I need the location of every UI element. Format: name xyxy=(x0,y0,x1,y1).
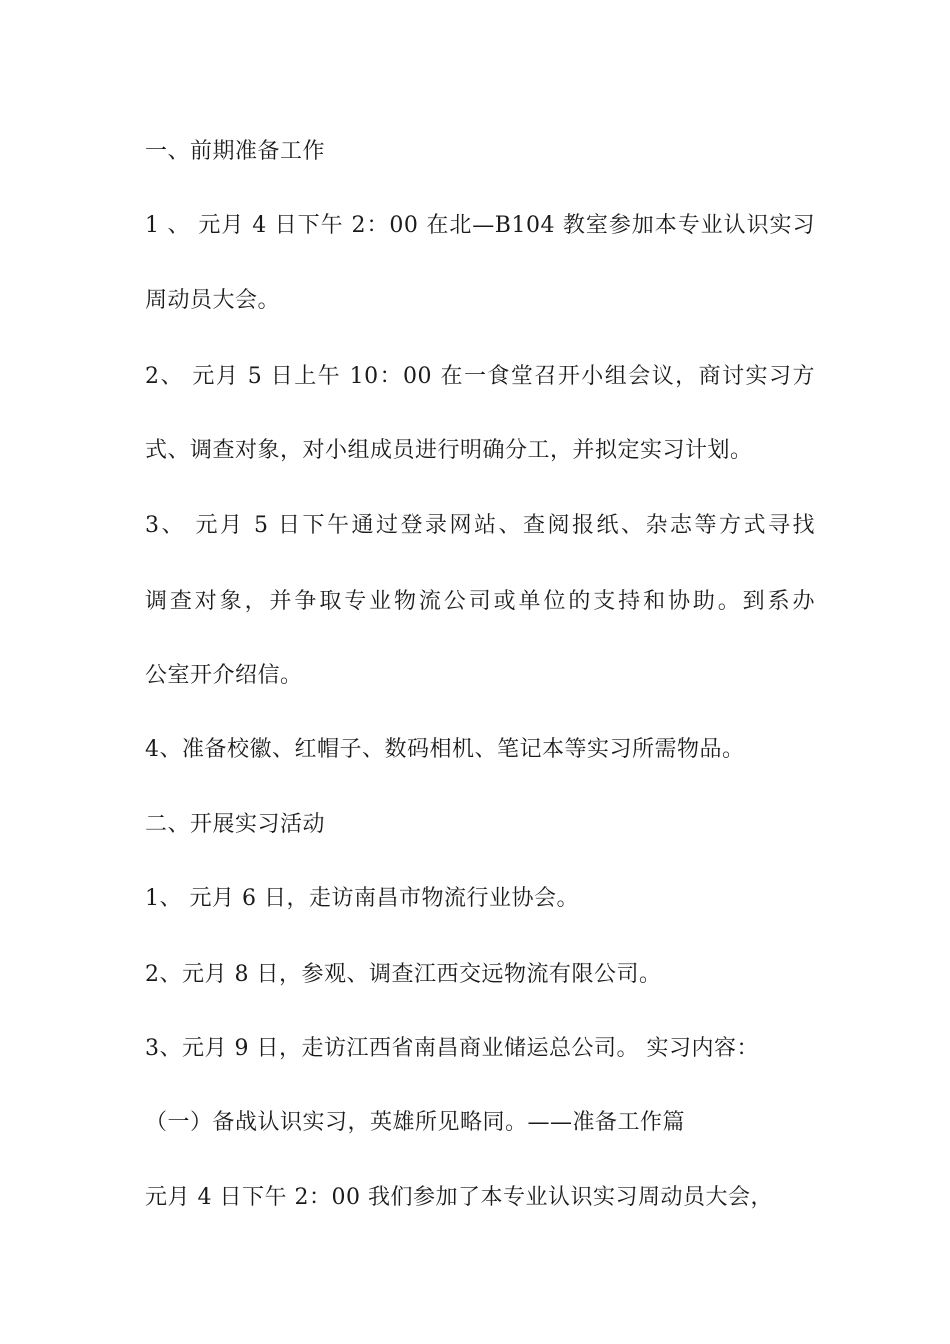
paragraph-line: 式、调查对象，对小组成员进行明确分工，并拟定实习计划。 xyxy=(145,438,753,463)
paragraph-line: 3、 元月 5 日下午通过登录网站、查阅报纸、杂志等方式寻找 xyxy=(145,513,815,538)
paragraph-line: 调查对象，并争取专业物流公司或单位的支持和协助。到系办 xyxy=(145,589,815,614)
paragraph-line: 4、准备校徽、红帽子、数码相机、笔记本等实习所需物品。 xyxy=(145,737,745,762)
paragraph-line: 3、元月 9 日，走访江西省南昌商业储运总公司。 实习内容： xyxy=(145,1036,759,1061)
paragraph-line: 2、 元月 5 日上午 10：00 在一食堂召开小组会议，商讨实习方 xyxy=(145,364,815,389)
section-heading-preparation: 一、前期准备工作 xyxy=(145,139,326,164)
section-heading-activities: 二、开展实习活动 xyxy=(145,812,326,837)
paragraph-line: 公室开介绍信。 xyxy=(145,663,303,688)
paragraph-line: 1、 元月 6 日，走访南昌市物流行业协会。 xyxy=(145,886,579,911)
paragraph-line: 1 、 元月 4 日下午 2：00 在北—B104 教室参加本专业认识实习 xyxy=(145,213,815,238)
subsection-heading: （一）备战认识实习，英雄所见略同。——准备工作篇 xyxy=(145,1110,686,1135)
paragraph-line: 元月 4 日下午 2：00 我们参加了本专业认识实习周动员大会， xyxy=(145,1185,773,1210)
paragraph-line: 2、元月 8 日，参观、调查江西交远物流有限公司。 xyxy=(145,962,662,987)
paragraph-line: 周动员大会。 xyxy=(145,288,281,313)
